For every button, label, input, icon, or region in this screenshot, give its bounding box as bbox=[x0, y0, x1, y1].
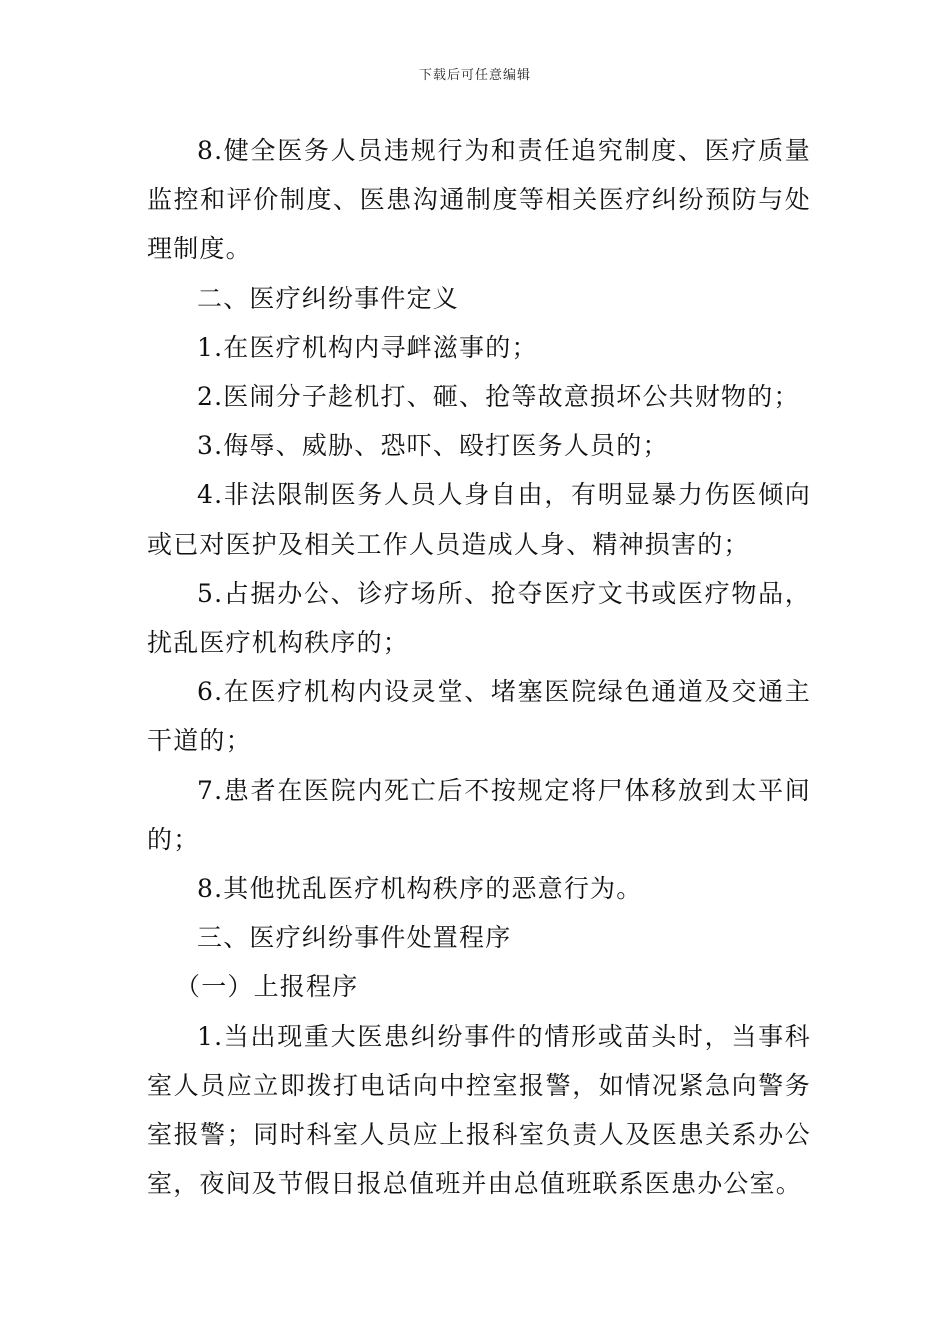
definition-item-2: 2.医闹分子趁机打、砸、抢等故意损坏公共财物的； bbox=[197, 382, 800, 412]
definition-item-4: 4.非法限制医务人员人身自由，有明显暴力伤医倾向或已对医护及相关工作人员造成人身、精神损害的； bbox=[147, 480, 811, 559]
procedure-item-1: 1.当出现重大医患纠纷事件的情形或苗头时，当事科室人员应立即拨打电话向中控室报警，如情况紧急向警务室报警；同时科室人员应上报科室负责人及医患关系办公室，夜间及节假日报总值班并由总值班联系医患办公室。 bbox=[147, 1021, 811, 1199]
subsection-heading-reporting: （一）上报程序 bbox=[175, 972, 359, 1002]
definition-item-3: 3.侮辱、威胁、恐吓、殴打医务人员的； bbox=[197, 431, 669, 461]
definition-item-8: 8.其他扰乱医疗机构秩序的恶意行为。 bbox=[197, 874, 643, 904]
definition-item-1: 1.在医疗机构内寻衅滋事的； bbox=[197, 332, 538, 362]
section-heading-definition: 二、医疗纠纷事件定义 bbox=[197, 283, 460, 313]
definition-item-7: 7.患者在医院内死亡后不按规定将尸体移放到太平间的； bbox=[147, 775, 811, 854]
paragraph-item-8-system: 8.健全医务人员违规行为和责任追究制度、医疗质量监控和评价制度、医患沟通制度等相关医疗纠纷预防与处理制度。 bbox=[147, 136, 811, 264]
definition-item-6: 6.在医疗机构内设灵堂、堵塞医院绿色通道及交通主干道的； bbox=[147, 677, 811, 756]
page-header-note: 下载后可任意编辑 bbox=[418, 68, 531, 83]
section-heading-procedure: 三、医疗纠纷事件处置程序 bbox=[197, 923, 512, 953]
document-body bbox=[147, 126, 811, 1208]
definition-item-5: 5.占据办公、诊疗场所、抢夺医疗文书或医疗物品，扰乱医疗机构秩序的； bbox=[147, 578, 811, 658]
